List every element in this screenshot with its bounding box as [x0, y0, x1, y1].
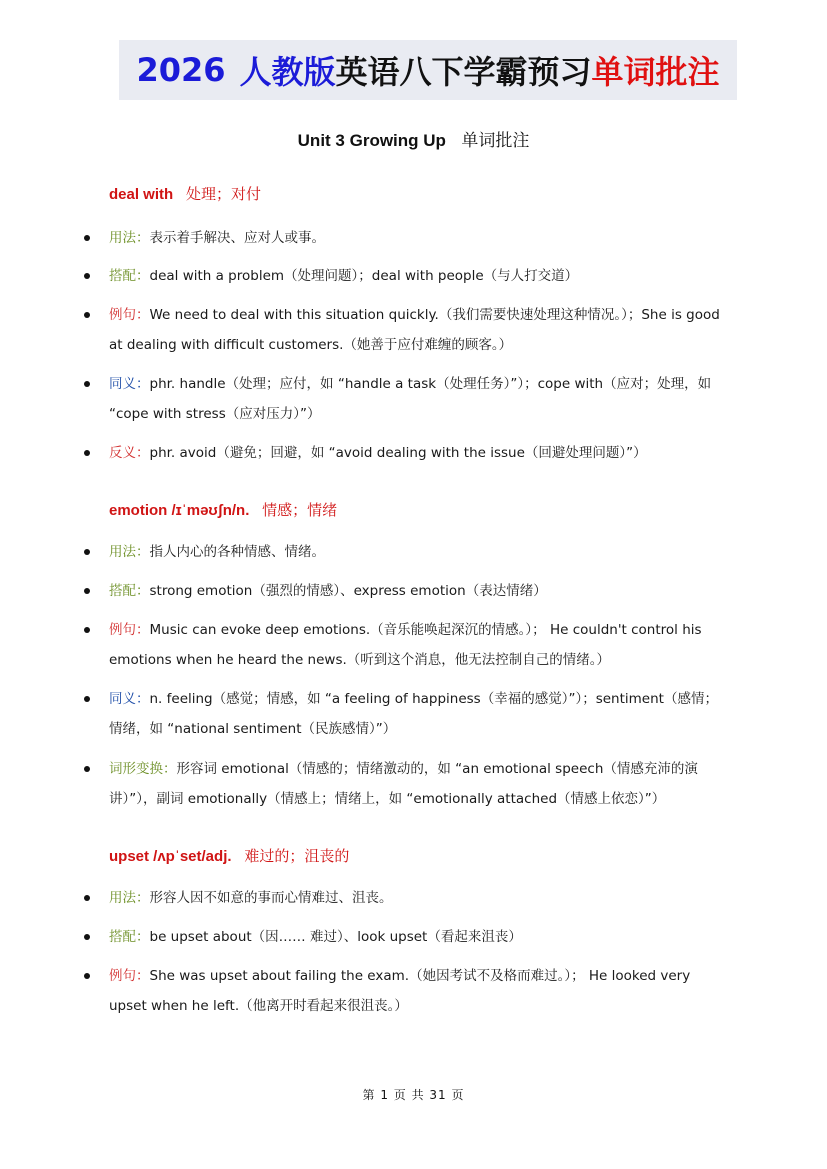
- item-content: phr. avoid（避免；回避，如 “avoid dealing with the issue（回避处理问题）”）: [149, 445, 647, 461]
- list-item-text: [109, 438, 721, 468]
- bullet-icon: [84, 696, 90, 702]
- word-heading: [109, 183, 261, 204]
- bullet-icon: [84, 450, 90, 456]
- item-label: 同义：: [109, 376, 150, 392]
- item-label: 搭配：: [109, 583, 150, 599]
- list-item-text: [109, 537, 721, 567]
- bullet-icon: [84, 312, 90, 318]
- bullet-icon: [84, 273, 90, 279]
- bullet-icon: [84, 381, 90, 387]
- item-content: Music can evoke deep emotions.（音乐能唤起深沉的情感。）； He couldn't control his emotions when he heard the news.（听到这个消息，他无法控制自己的情绪。）: [109, 622, 702, 668]
- list-item-text: [109, 223, 721, 253]
- item-label: 例句：: [109, 968, 150, 984]
- bullet-icon: [84, 588, 90, 594]
- item-label: 用法：: [109, 230, 150, 246]
- banner-publisher: 人教版: [239, 53, 336, 91]
- word-heading: [109, 499, 337, 520]
- page-footer: 第 1 页 共 31 页: [362, 1088, 465, 1102]
- list-item-text: [109, 576, 721, 606]
- page-title: [0, 126, 827, 151]
- item-content: 指人内心的各种情感、情绪。: [149, 544, 325, 560]
- item-content: be upset about（因…… 难过）、look upset（看起来沮丧）: [149, 929, 522, 945]
- item-content: She was upset about failing the exam.（她因考试不及格而难过。）； He looked very upset when he left.（他离开时看起来很沮丧。）: [109, 968, 691, 1014]
- bullet-icon: [84, 934, 90, 940]
- item-label: 同义：: [109, 691, 150, 707]
- list-item-text: [109, 615, 721, 675]
- headword-meaning: 情感；情绪: [262, 501, 338, 519]
- page-title-en: Unit 3 Growing Up: [297, 131, 446, 150]
- item-label: 例句：: [109, 307, 150, 323]
- headword-meaning: 处理；对付: [185, 185, 261, 203]
- list-item-text: [109, 684, 721, 744]
- item-label: 用法：: [109, 890, 150, 906]
- list-item-text: [109, 922, 721, 952]
- list-item-text: [109, 300, 721, 360]
- headword: emotion /ɪˈməʊʃn/n.: [109, 502, 250, 519]
- list-item-text: [109, 883, 721, 913]
- item-content: 形容词 emotional（情感的；情绪激动的，如 “an emotional speech（情感充沛的演讲）”），副词 emotionally（情感上；情绪上，如 “emotionally attached（情感上依恋）”）: [109, 761, 698, 807]
- page-title-zh: 单词批注: [461, 131, 530, 151]
- item-content: phr. handle（处理；应付，如 “handle a task（处理任务）”）；cope with（应对；处理，如 “cope with stress（应对压力）”）: [109, 376, 712, 422]
- list-item-text: [109, 369, 721, 429]
- bullet-icon: [84, 895, 90, 901]
- bullet-icon: [84, 973, 90, 979]
- headword-meaning: 难过的；沮丧的: [244, 847, 350, 865]
- item-label: 例句：: [109, 622, 150, 638]
- item-label: 用法：: [109, 544, 150, 560]
- word-heading: [109, 845, 349, 866]
- list-item-text: [109, 961, 721, 1021]
- item-label: 搭配：: [109, 929, 150, 945]
- banner-highlight: 单词批注: [591, 53, 720, 91]
- item-label: 搭配：: [109, 268, 150, 284]
- item-content: strong emotion（强烈的情感）、express emotion（表达情绪）: [149, 583, 547, 599]
- banner-year: 2026: [136, 51, 226, 89]
- banner-subject: 英语八下学霸预习: [335, 53, 592, 91]
- bullet-icon: [84, 627, 90, 633]
- header-banner: [119, 40, 737, 100]
- item-label: 词形变换：: [109, 761, 177, 777]
- list-item-text: [109, 261, 721, 291]
- item-content: We need to deal with this situation quickly.（我们需要快速处理这种情况。）；She is good at dealing with difficult customers.（她善于应付难缠的顾客。）: [109, 307, 720, 353]
- list-item-text: [109, 754, 721, 814]
- bullet-icon: [84, 766, 90, 772]
- item-label: 反义：: [109, 445, 150, 461]
- item-content: n. feeling（感觉；情感，如 “a feeling of happiness（幸福的感觉）”）；sentiment（感情；情绪，如 “national sentiment（民族感情）”）: [109, 691, 718, 737]
- item-content: 形容人因不如意的事而心情难过、沮丧。: [149, 890, 393, 906]
- item-content: 表示着手解决、应对人或事。: [149, 230, 325, 246]
- headword: upset /ʌpˈset/adj.: [109, 848, 232, 865]
- item-content: deal with a problem（处理问题）；deal with people（与人打交道）: [149, 268, 579, 284]
- bullet-icon: [84, 235, 90, 241]
- headword: deal with: [109, 186, 174, 203]
- bullet-icon: [84, 549, 90, 555]
